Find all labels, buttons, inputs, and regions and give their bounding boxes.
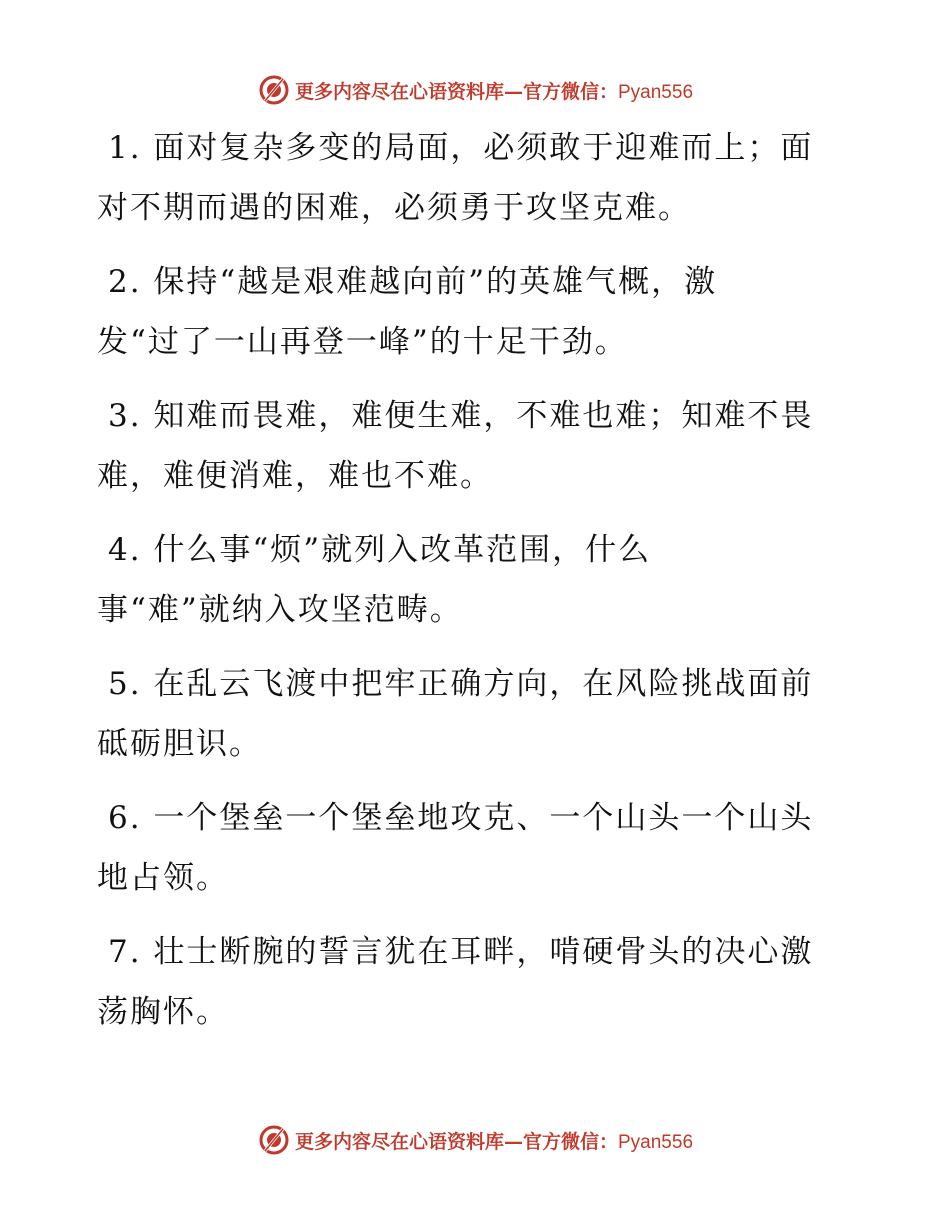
item-line: 地占领。 [97,860,229,896]
item-line: 4. 什么事“烦”就列入改革范围，什么 [108,532,652,568]
watermark-text: 更多内容尽在心语资料库—官方微信： [294,80,618,103]
item-line: 事“难”就纳入攻坚范畴。 [97,592,463,628]
header-watermark [0,70,950,110]
item-line: 对不期而遇的困难，必须勇于攻坚克难。 [97,190,691,226]
item-line: 荡胸怀。 [97,994,229,1030]
item-line: 难，难便消难，难也不难。 [97,458,493,494]
watermark-wechat-id: Pyan556 [618,1131,694,1153]
item-line: 发“过了一山再登一峰”的十足干劲。 [97,324,628,360]
list-item [97,654,832,774]
item-line: 砥砺胆识。 [97,726,262,762]
watermark-wechat-id: Pyan556 [618,81,694,103]
footer-watermark [0,1120,950,1160]
list-item [97,788,832,908]
pen-logo-icon [257,1123,291,1157]
item-line: 7. 壮士断腕的誓言犹在耳畔，啃硬骨头的决心激 [108,934,814,970]
item-line: 1. 面对复杂多变的局面，必须敢于迎难而上；面 [108,130,814,166]
item-line: 3. 知难而畏难，难便生难，不难也难；知难不畏 [108,398,814,434]
document-body [97,118,832,1056]
list-item [97,386,832,506]
list-item [97,118,832,238]
list-item [97,252,832,372]
item-line: 6. 一个堡垒一个堡垒地攻克、一个山头一个山头 [108,800,814,836]
watermark-text: 更多内容尽在心语资料库—官方微信： [294,1130,618,1153]
list-item [97,520,832,640]
item-line: 5. 在乱云飞渡中把牢正确方向，在风险挑战面前 [108,666,814,702]
item-line: 2. 保持“越是艰难越向前”的英雄气概，激 [108,264,718,300]
pen-logo-icon [257,73,291,107]
list-item [97,922,832,1042]
